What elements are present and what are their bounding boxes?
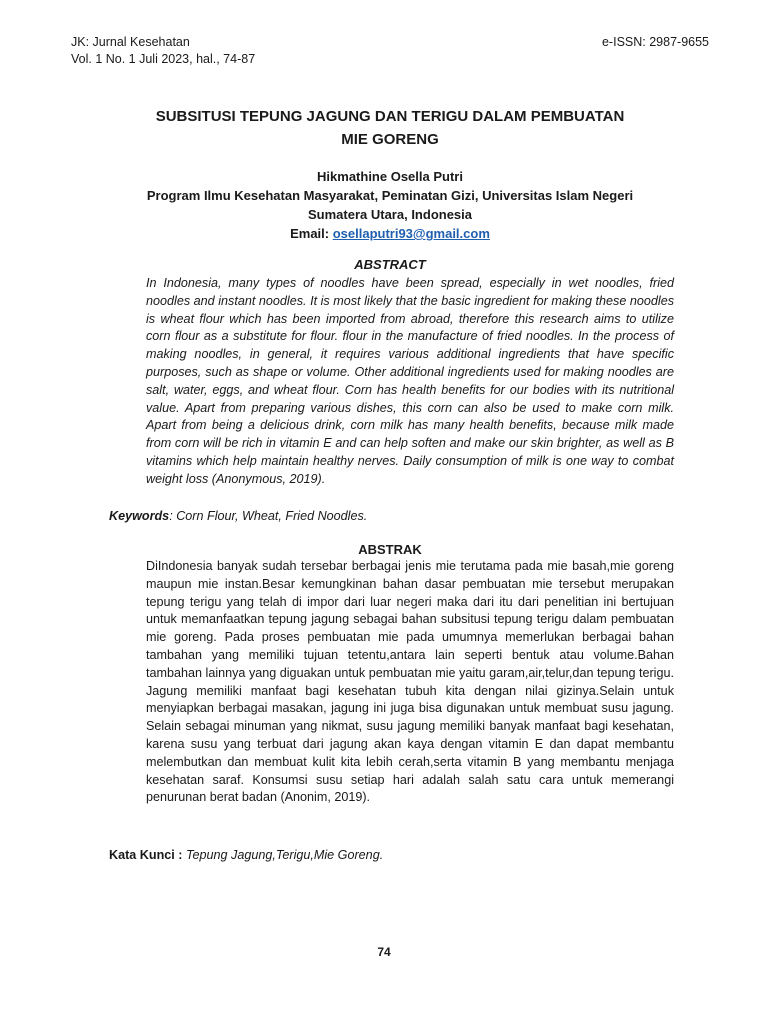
paper-title-line-2: MIE GORENG	[341, 131, 439, 148]
keywords-line	[109, 507, 689, 525]
author-affiliation-line-1: Program Ilmu Kesehatan Masyarakat, Peminatan Gizi, Universitas Islam Negeri	[146, 188, 634, 203]
journal-volume: Vol. 1 No. 1 Juli 2023, hal., 74-87	[71, 52, 256, 66]
paper-title-line-1: SUBSITUSI TEPUNG JAGUNG DAN TERIGU DALAM PEMBUATAN	[155, 108, 625, 125]
kata-kunci-label: Kata Kunci :	[109, 848, 186, 862]
author-name: Hikmathine Osella Putri	[317, 169, 463, 184]
kata-kunci-line	[109, 846, 689, 864]
journal-eissn: e-ISSN: 2987-9655	[601, 35, 709, 49]
author-email-line	[90, 224, 690, 243]
journal-name: JK: Jurnal Kesehatan	[71, 35, 190, 49]
email-label: Email:	[290, 226, 333, 241]
abstract-heading: ABSTRACT	[354, 257, 426, 272]
page-number: 74	[377, 945, 391, 959]
abstrak-heading: ABSTRAK	[358, 542, 422, 557]
author-block	[90, 167, 690, 243]
paper-title	[90, 105, 690, 151]
author-affiliation-line-2: Sumatera Utara, Indonesia	[308, 207, 472, 222]
abstract-body: In Indonesia, many types of noodles have been spread, especially in wet noodles, fried noodles and instant noodles. It is most likely that the basic ingredient for making these noodles is wheat flour which has been imported from abroad, therefore this research aims to utilize corn flour as a substitute for flour. flour in the manufacture of fried noodles. In the process of making noodles, in general, it requires various additional ingredients that have specific purposes, such as shape or volume. Other additional ingredients used for making noodles are salt, water, eggs, and wheat flour. Corn has health benefits for our bodies with its nutritional value. Apart from preparing various dishes, this corn can also be used to make corn milk. Apart from being a delicious drink, corn milk has many health benefits, because milk made from corn will be rich in vitamin E and can help soften and make our skin brighter, as well as B vitamins which help maintain healthy nerves. Daily consumption of milk is one way to combat weight loss (Anonymous, 2019).	[146, 276, 674, 486]
abstrak-body: DiIndonesia banyak sudah tersebar berbagai jenis mie terutama pada mie basah,mie goreng maupun mie instan.Besar kemungkinan bahan dasar pembuatan mie tersebut merupakan tepung terigu yang telah di impor dari luar negeri maka dari itu dari penelitian ini bertujuan untuk memanfaatkan tepung jagung sebagai bahan subsitusi tepung terigu dalam pembuatan mie goreng. Pada proses pembuatan mie pada umumnya memerlukan berbagai bahan tambahan yang memiliki tujuan tetentu,antara lain seperti bentuk atau volume.Bahan tambahan lainnya yang diguakan untuk pembuatan mie yaitu garam,air,telur,dan tepung terigu. Jagung memiliki manfaat bagi kesehatan tubuh kita dengan nilai gizinya.Selain untuk menyiapkan berbagai masakan, jagung ini juga bisa digunakan untuk membuat susu jagung. Selain sebagai minuman yang nikmat, susu jagung memiliki banyak manfaat bagi kesehatan, karena susu yang terbuat dari jagung akan kaya dengan vitamin E dan dapat membantu melembutkan dan membuat kulit kita lebih cerah,serta vitamin B yang membantu menjaga kesehatan saraf. Konsumsi susu setiap hari adalah salah satu cara untuk memerangi penurunan berat badan (Anonim, 2019).	[146, 559, 674, 805]
email-link[interactable]: osellaputri93@gmail.com	[332, 226, 490, 241]
keywords-label: Keywords	[109, 509, 170, 523]
keywords-text: : Corn Flour, Wheat, Fried Noodles.	[169, 509, 368, 523]
kata-kunci-text: Tepung Jagung,Terigu,Mie Goreng.	[185, 848, 384, 862]
journal-header	[71, 34, 255, 68]
